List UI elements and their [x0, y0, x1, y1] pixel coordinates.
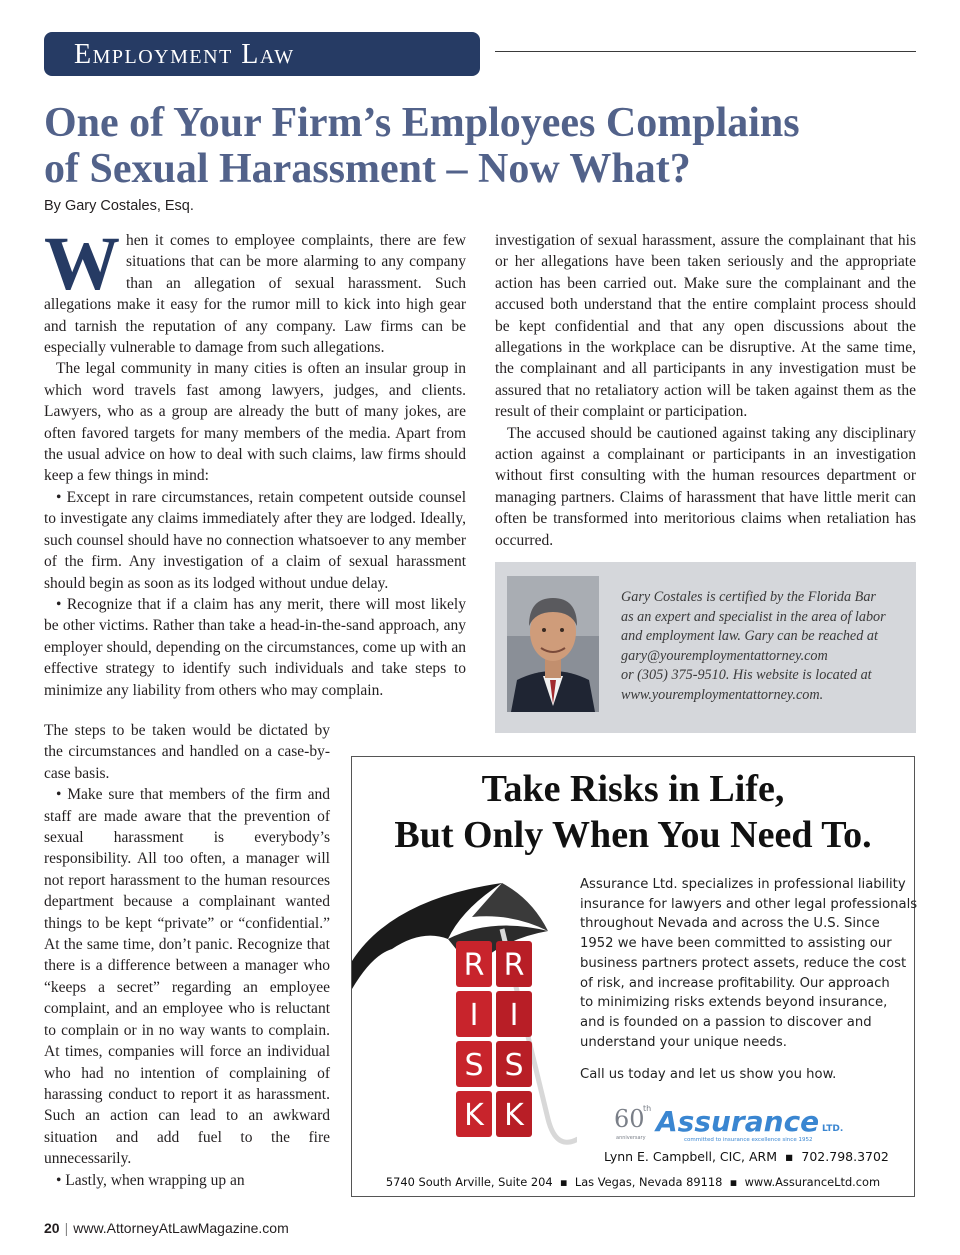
- ad-body-line: 1952 we have been committed to assisting our: [580, 936, 892, 952]
- ad-body-line: to minimizing risks extends beyond insurance,: [580, 995, 888, 1011]
- separator: ▪: [559, 1175, 568, 1189]
- paragraph: The steps to be taken would be dictated by the circumstances and handled on a case-by-case basis.: [44, 722, 330, 782]
- byline: By Gary Costales, Esq.: [44, 198, 194, 214]
- author-bio-box: [495, 562, 916, 733]
- footer-separator: |: [64, 1220, 69, 1236]
- street-address: 5740 South Arville, Suite 204: [385, 1175, 553, 1189]
- article-column-1-narrow: [44, 720, 330, 1191]
- ad-body: [580, 875, 918, 1052]
- section-label: Employment Law: [74, 39, 295, 70]
- block-letter: I: [509, 998, 519, 1033]
- block-letter: R: [463, 948, 485, 983]
- paragraph: [44, 222, 466, 358]
- title-line-1: One of Your Firm’s Employees Complains: [44, 100, 800, 146]
- advertisement: [351, 756, 918, 1197]
- separator: ▪: [784, 1149, 794, 1164]
- paragraph: investigation of sexual harassment, assure the complainant that his or her allegations have been taken seriously and the appropriate action has been carried out. Make sure the complainant and the accused both understand that the entire complaint process should be kept confidential and that any open discussions about the allegations in the workplace can be disruptive. At the same time, the complainant and all participants in any investigation must be assured that no retaliatory action will be taken against them as the result of their complaint or participation.: [495, 232, 916, 421]
- author-bio: [621, 588, 906, 706]
- logo-name: Assurance: [656, 1105, 820, 1138]
- ad-body-line: understand your unique needs.: [580, 1034, 787, 1050]
- ad-address: [352, 1175, 914, 1189]
- ad-body-line: Assurance Ltd. specializes in professional liability: [580, 877, 906, 892]
- bio-email: gary@youremploymentattorney.com: [621, 647, 828, 664]
- ad-headline-line-1: Take Risks in Life,: [481, 768, 785, 810]
- logo-anniversary-label: anniversary: [616, 1135, 646, 1141]
- logo-anniversary-suffix: th: [643, 1104, 652, 1113]
- paragraph: The accused should be cautioned against taking any disciplinary action against a complainant or participants in an investigation without first consulting with the human resources department or managing partners. Claims of harassment that have little merit can often be transformed into meritorious claims when retaliation has occurred.: [495, 424, 916, 549]
- assurance-logo-icon: [614, 1097, 864, 1147]
- block-letter: S: [504, 1048, 524, 1083]
- logo-tagline: committed to insurance excellence since 1952: [684, 1137, 813, 1143]
- bullet-paragraph: • Except in rare circumstances, retain competent outside counsel to investigate any claims immediately after they are lodged. Ideally, such counsel should have no connection whatsoever to any member of the firm. Any investigation of a claim of sexual harassment should begin as soon as its lodged without undue delay.: [44, 488, 466, 592]
- title-line-2: of Sexual Harassment – Now What?: [44, 146, 691, 192]
- bio-line: or (305) 375-9510. His website is located at: [621, 667, 872, 684]
- page-footer: [44, 1220, 289, 1236]
- ad-body-line: of risk, and increase profitability. Our approach: [580, 975, 890, 991]
- footer-website: www.AttorneyAtLawMagazine.com: [73, 1220, 289, 1236]
- bio-line: and employment law. Gary can be reached at: [621, 628, 878, 645]
- section-tab: [44, 32, 480, 76]
- ad-website: www.AssuranceLtd.com: [744, 1175, 881, 1189]
- logo-suffix: LTD.: [822, 1124, 844, 1134]
- bullet-paragraph: • Lastly, when wrapping up an: [56, 1171, 245, 1189]
- page-number: 20: [44, 1220, 60, 1236]
- ad-headline-line-2: But Only When You Need To.: [394, 814, 872, 856]
- author-photo: [507, 576, 599, 712]
- ad-contact: [604, 1149, 889, 1164]
- logo-anniversary: 60: [614, 1105, 645, 1133]
- drop-cap: W: [44, 222, 120, 306]
- block-letter: K: [504, 1098, 524, 1133]
- contact-name: Lynn E. Campbell, CIC, ARM: [604, 1149, 778, 1164]
- ad-body-line: business partners protect assets, reduce the cost: [580, 955, 907, 971]
- bio-website: www.youremploymentattorney.com.: [621, 686, 824, 703]
- bio-line: as an expert and specialist in the area of labor: [621, 608, 886, 625]
- paragraph: The legal community in many cities is often an insular group in which word travels fast among lawyers, judges, and clients. Lawyers, who as a group are already the butt of many jokes, are often favored targets for many members of the media. Apart from the usual advice on how to deal with such claims, law firms should keep a few things in mind:: [44, 360, 466, 485]
- block-letter: S: [464, 1048, 484, 1083]
- header-rule: [495, 51, 916, 52]
- article-column-2: [495, 230, 916, 551]
- author-portrait-icon: [507, 576, 599, 712]
- article-column-1: [44, 222, 466, 701]
- ad-body-line: throughout Nevada and across the U.S. Since: [580, 916, 880, 932]
- block-letter: I: [469, 998, 479, 1033]
- bullet-paragraph: • Recognize that if a claim has any merit, there will most likely be other victims. Rather than take a head-in-the-sand approach, any employer should, depending on the circumstances, come up with an effective strategy to identify such individuals and take steps to minimize any liability from others who may complain.: [44, 595, 466, 699]
- ad-body-line: and is founded on a passion to discover and: [580, 1014, 872, 1030]
- block-letter: R: [503, 948, 525, 983]
- contact-phone: 702.798.3702: [801, 1149, 889, 1164]
- article-title: [44, 100, 904, 192]
- ad-call-to-action: Call us today and let us show you how.: [580, 1067, 837, 1082]
- ad-body-line: insurance for lawyers and other legal professionals: [580, 896, 918, 912]
- city-state-zip: Las Vegas, Nevada 89118: [574, 1175, 723, 1189]
- separator: ▪: [729, 1175, 738, 1189]
- paragraph-text: hen it comes to employee complaints, there are few situations that can be more alarming to any company than an allegation of sexual harassment. Such allegations make it easy for the rumor mill to kick into high gear and tarnish the reputation of any company. Law firms can be especially vulnerable to damage from such allegations.: [44, 232, 466, 357]
- bio-line: Gary Costales is certified by the Florida Bar: [621, 589, 876, 605]
- umbrella-risk-blocks-icon: [352, 869, 577, 1169]
- bullet-paragraph: • Make sure that members of the firm and staff are made aware that the prevention of sexual harassment is everybody’s responsibility. All too often, a manager will not report harassment to the human resources department because a complainant wanted things to be kept “private” or “confidential.” At the same time, don’t panic. Recognize that there is a difference between a manager who “keeps a secret” regarding an employee complaint, and an employee who is reluctant to complain or in no way wants to complain. At times, companies will force an individual who had no intention of complaining of harassing conduct to report it as harassment. Such an action can lead to an awkward situation and add fuel to the fire unnecessarily.: [44, 786, 330, 1168]
- block-letter: K: [464, 1098, 484, 1133]
